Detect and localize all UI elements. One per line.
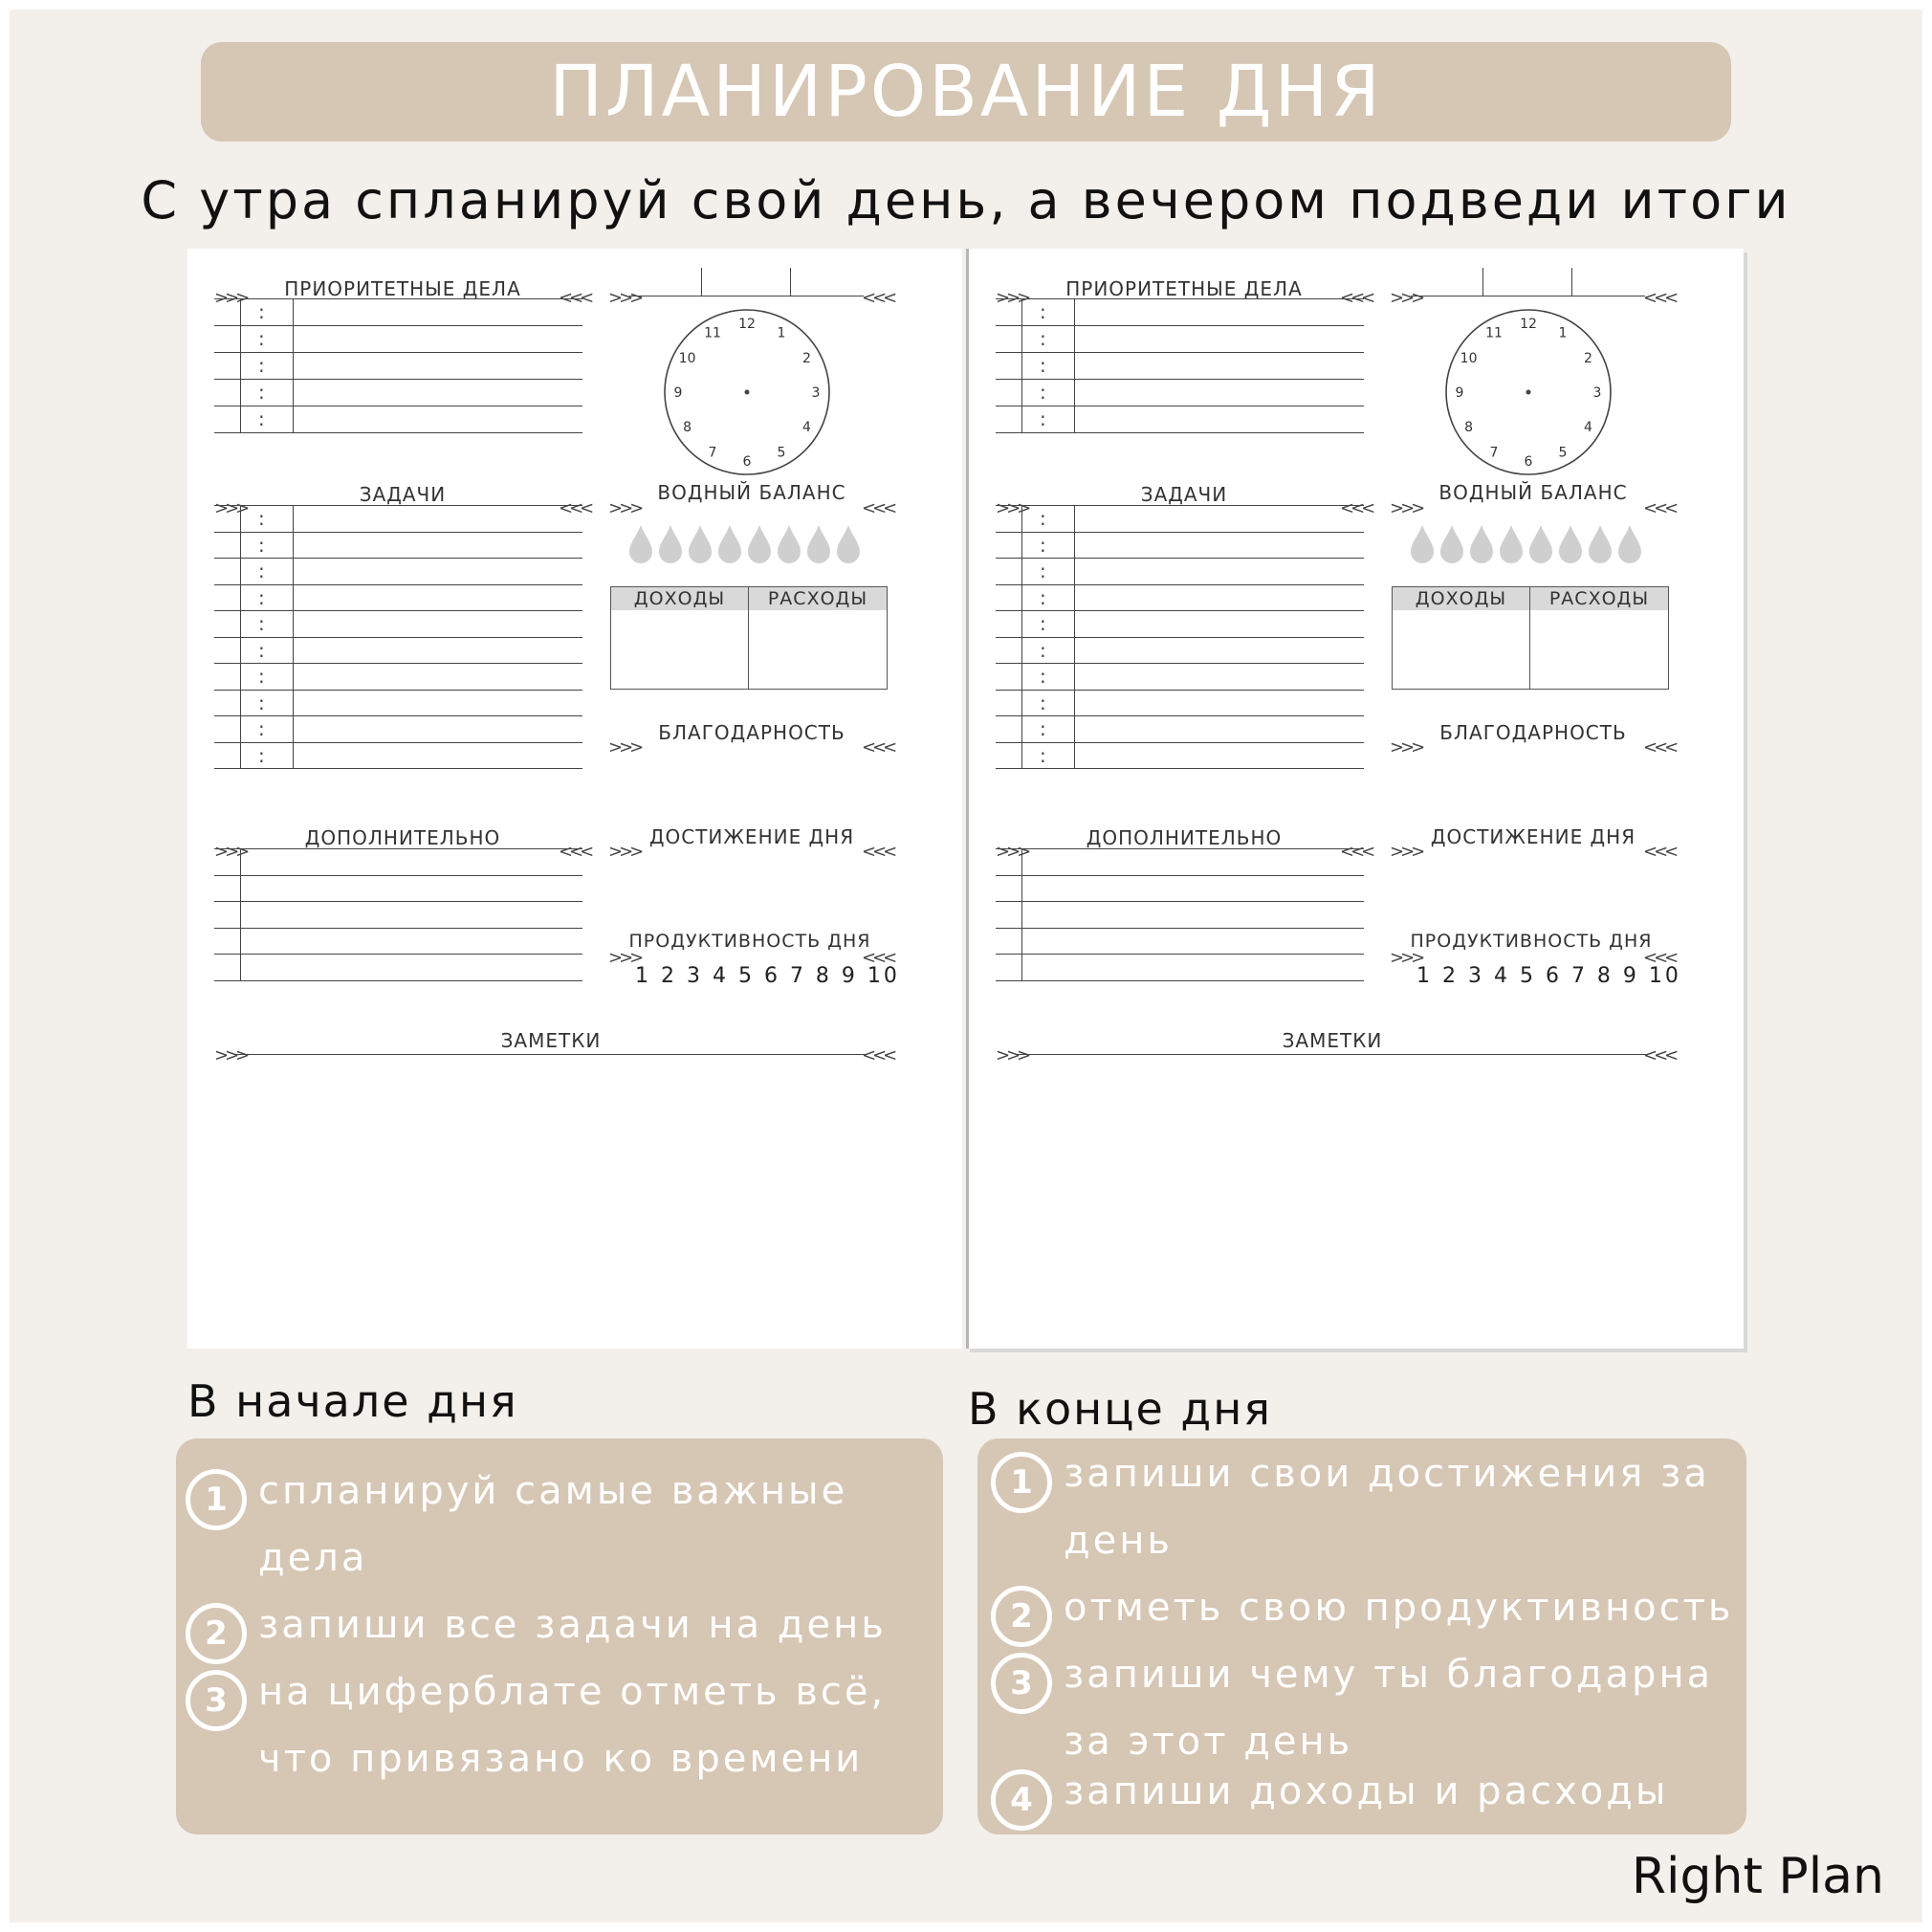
time-colon: : bbox=[1040, 638, 1046, 662]
arrow-icon: <<< bbox=[1643, 948, 1676, 968]
notes-rule bbox=[1017, 1054, 1648, 1055]
ruled-line bbox=[996, 954, 1364, 955]
water-heading: ВОДНЫЙ БАЛАНС bbox=[1438, 481, 1628, 504]
extra-heading: ДОПОЛНИТЕЛЬНО bbox=[304, 826, 501, 849]
time-colon: : bbox=[1040, 560, 1046, 582]
time-colon: : bbox=[258, 381, 265, 404]
productivity-heading: ПРОДУКТИВНОСТЬ ДНЯ bbox=[628, 931, 871, 952]
arrow-icon: >>> bbox=[214, 842, 247, 862]
clock-number: 8 bbox=[1464, 420, 1474, 435]
planner-page-right bbox=[966, 249, 1744, 1349]
arrow-icon: <<< bbox=[862, 737, 894, 757]
notes-heading: ЗАМЕТКИ bbox=[500, 1029, 602, 1052]
tasks-heading: ЗАДАЧИ bbox=[359, 483, 447, 506]
arrow-icon: >>> bbox=[214, 498, 247, 518]
time-colon: : bbox=[258, 638, 265, 662]
water-drop-icon bbox=[716, 524, 743, 564]
arrow-icon: <<< bbox=[1643, 1045, 1676, 1065]
ruled-line bbox=[214, 505, 582, 506]
ruled-line bbox=[996, 505, 1364, 506]
ruled-line bbox=[214, 298, 582, 299]
arrow-icon: >>> bbox=[608, 498, 641, 518]
table-divider bbox=[1529, 587, 1530, 689]
page-title: ПЛАНИРОВАНИЕ ДНЯ bbox=[549, 51, 1383, 133]
ruled-line bbox=[214, 532, 582, 533]
ruled-line bbox=[996, 663, 1364, 664]
ruled-line bbox=[996, 690, 1364, 691]
water-drop-icon bbox=[1557, 524, 1584, 564]
water-drop-icon bbox=[1527, 524, 1554, 564]
step-number-3: 3 bbox=[186, 1670, 247, 1731]
ruled-line bbox=[996, 875, 1364, 876]
water-drop-icon bbox=[746, 524, 773, 564]
arrow-icon: >>> bbox=[1390, 498, 1422, 518]
ruled-line bbox=[214, 768, 582, 769]
arrow-icon: >>> bbox=[608, 288, 641, 308]
water-drop-icon bbox=[687, 524, 714, 564]
ruled-line bbox=[996, 379, 1364, 380]
time-colon: : bbox=[258, 354, 265, 377]
time-colon: : bbox=[1040, 533, 1046, 557]
ruled-line bbox=[214, 610, 582, 611]
planner-page-left bbox=[187, 249, 962, 1349]
water-drop-icon bbox=[1498, 524, 1525, 564]
ruled-line bbox=[996, 742, 1364, 743]
clock-number: 12 bbox=[738, 317, 756, 332]
margin-line bbox=[240, 298, 241, 432]
time-colon: : bbox=[1040, 612, 1046, 635]
arrow-icon: <<< bbox=[862, 1045, 894, 1065]
achievement-heading: ДОСТИЖЕНИЕ ДНЯ bbox=[648, 825, 855, 848]
ruled-line bbox=[996, 432, 1364, 433]
ruled-line bbox=[996, 768, 1364, 769]
step-number-1: 1 bbox=[186, 1469, 247, 1530]
start-of-day-heading: В начале дня bbox=[187, 1375, 518, 1427]
clock-number: 10 bbox=[678, 351, 696, 366]
clock-number: 6 bbox=[742, 454, 752, 470]
ruled-line bbox=[214, 848, 582, 849]
clock-number: 9 bbox=[1455, 385, 1464, 401]
step-number-4: 4 bbox=[991, 1769, 1052, 1831]
clock-number: 6 bbox=[1524, 454, 1533, 470]
clock-number: 5 bbox=[777, 445, 786, 461]
water-drops bbox=[1409, 524, 1643, 564]
time-colon: : bbox=[258, 300, 265, 323]
time-colon: : bbox=[258, 691, 265, 714]
arrow-icon: >>> bbox=[608, 842, 641, 862]
time-colon: : bbox=[1040, 407, 1046, 430]
water-drop-icon bbox=[1438, 524, 1465, 564]
clock-number: 3 bbox=[1592, 385, 1602, 401]
extra-heading: ДОПОЛНИТЕЛЬНО bbox=[1086, 826, 1283, 849]
priority-heading: ПРИОРИТЕТНЫЕ ДЕЛА bbox=[1065, 277, 1303, 300]
ruled-line bbox=[214, 954, 582, 955]
tasks-heading: ЗАДАЧИ bbox=[1140, 483, 1228, 506]
ruled-line bbox=[996, 298, 1364, 299]
end-of-day-box bbox=[977, 1438, 1746, 1834]
ruled-line bbox=[996, 558, 1364, 559]
ruled-line bbox=[996, 848, 1364, 849]
clock-number: 7 bbox=[708, 445, 717, 461]
ruled-line bbox=[996, 610, 1364, 611]
clock-number: 4 bbox=[801, 420, 811, 435]
arrow-icon: >>> bbox=[1390, 842, 1422, 862]
productivity-scale: 1 2 3 4 5 6 7 8 9 10 bbox=[635, 964, 900, 988]
clock-icon bbox=[1442, 306, 1614, 478]
arrow-icon: >>> bbox=[996, 1045, 1028, 1065]
water-drop-icon bbox=[1616, 524, 1643, 564]
expenses-header: РАСХОДЫ bbox=[1530, 587, 1668, 610]
ruled-line bbox=[214, 928, 582, 929]
income-expenses-table bbox=[610, 586, 888, 690]
expenses-header: РАСХОДЫ bbox=[749, 587, 887, 610]
margin-line bbox=[1021, 505, 1022, 768]
ruled-line bbox=[996, 928, 1364, 929]
margin-line bbox=[1021, 298, 1022, 432]
time-tick bbox=[1482, 268, 1483, 296]
time-colon: : bbox=[258, 717, 265, 740]
ruled-line bbox=[214, 325, 582, 326]
time-colon: : bbox=[258, 612, 265, 635]
start-step-3: на циферблате отметь всё, что привязано ко времени bbox=[258, 1670, 887, 1781]
arrow-icon: >>> bbox=[1390, 288, 1422, 308]
ruled-line bbox=[214, 584, 582, 585]
clock-number: 3 bbox=[811, 385, 821, 401]
clock-number: 8 bbox=[683, 420, 692, 435]
step-number-1: 1 bbox=[991, 1452, 1052, 1513]
productivity-heading: ПРОДУКТИВНОСТЬ ДНЯ bbox=[1410, 931, 1653, 952]
step-number-2: 2 bbox=[991, 1586, 1052, 1647]
margin-line bbox=[240, 505, 241, 768]
arrow-icon: <<< bbox=[559, 842, 591, 862]
arrow-icon: >>> bbox=[608, 948, 641, 968]
achievement-heading: ДОСТИЖЕНИЕ ДНЯ bbox=[1430, 825, 1636, 848]
time-colon: : bbox=[1040, 300, 1046, 323]
income-expenses-table bbox=[1392, 586, 1669, 690]
arrow-icon: >>> bbox=[1390, 737, 1422, 757]
ruled-line bbox=[214, 637, 582, 638]
water-drop-icon bbox=[1468, 524, 1495, 564]
ruled-line bbox=[996, 980, 1364, 981]
clock-number: 5 bbox=[1558, 445, 1568, 461]
clock-number: 4 bbox=[1583, 420, 1592, 435]
start-step-2: запиши все задачи на день bbox=[258, 1603, 887, 1647]
margin-line bbox=[1074, 298, 1075, 432]
brand-logo-text: Right Plan bbox=[1631, 1848, 1884, 1905]
time-colon: : bbox=[258, 585, 265, 609]
ruled-line bbox=[214, 875, 582, 876]
arrow-icon: <<< bbox=[862, 948, 894, 968]
income-header: ДОХОДЫ bbox=[611, 587, 749, 610]
end-step-4: запиши доходы и расходы bbox=[1064, 1769, 1669, 1813]
step-number-2: 2 bbox=[186, 1603, 247, 1664]
time-colon: : bbox=[258, 560, 265, 582]
time-colon: : bbox=[1040, 354, 1046, 377]
arrow-icon: <<< bbox=[1340, 288, 1372, 308]
margin-line bbox=[293, 505, 294, 768]
priority-heading: ПРИОРИТЕТНЫЕ ДЕЛА bbox=[284, 277, 521, 300]
time-tick bbox=[701, 268, 702, 296]
gratitude-heading: БЛАГОДАРНОСТЬ bbox=[1439, 721, 1627, 744]
clock-icon bbox=[661, 306, 833, 478]
income-header: ДОХОДЫ bbox=[1393, 587, 1530, 610]
arrow-icon: <<< bbox=[862, 498, 894, 518]
arrow-icon: >>> bbox=[996, 498, 1028, 518]
time-colon: : bbox=[1040, 717, 1046, 740]
water-drop-icon bbox=[805, 524, 832, 564]
time-colon: : bbox=[258, 507, 265, 530]
time-colon: : bbox=[258, 407, 265, 430]
clock-face bbox=[661, 306, 833, 478]
time-colon: : bbox=[1040, 691, 1046, 714]
arrow-icon: <<< bbox=[1643, 737, 1676, 757]
ruled-line bbox=[214, 432, 582, 433]
clock-number: 1 bbox=[777, 325, 786, 341]
water-heading: ВОДНЫЙ БАЛАНС bbox=[657, 481, 846, 504]
arrow-icon: <<< bbox=[1340, 842, 1372, 862]
margin-line bbox=[293, 298, 294, 432]
arrow-icon: <<< bbox=[1340, 498, 1372, 518]
end-of-day-heading: В конце дня bbox=[968, 1383, 1272, 1435]
time-colon: : bbox=[1040, 327, 1046, 350]
ruled-line bbox=[214, 663, 582, 664]
arrow-icon: >>> bbox=[996, 288, 1028, 308]
ruled-line bbox=[996, 352, 1364, 353]
water-drop-icon bbox=[835, 524, 862, 564]
step-number-3: 3 bbox=[991, 1653, 1052, 1714]
end-step-2: отметь свою продуктивность bbox=[1064, 1586, 1734, 1630]
time-colon: : bbox=[258, 743, 265, 767]
arrow-icon: >>> bbox=[608, 737, 641, 757]
end-step-3: запиши чему ты благодарна за этот день bbox=[1064, 1653, 1714, 1764]
table-divider bbox=[748, 587, 749, 689]
ruled-line bbox=[996, 325, 1364, 326]
time-colon: : bbox=[1040, 585, 1046, 609]
arrow-icon: <<< bbox=[1643, 288, 1676, 308]
water-drop-icon bbox=[1409, 524, 1436, 564]
clock-number: 11 bbox=[704, 325, 721, 341]
clock-number: 10 bbox=[1460, 351, 1478, 366]
ruled-line bbox=[214, 715, 582, 716]
arrow-icon: >>> bbox=[214, 288, 247, 308]
ruled-line bbox=[996, 715, 1364, 716]
time-colon: : bbox=[258, 665, 265, 688]
subtitle: С утра спланируй свой день, а вечером подведи итоги bbox=[141, 170, 1791, 231]
ruled-line bbox=[214, 742, 582, 743]
water-drops bbox=[627, 524, 862, 564]
ruled-line bbox=[214, 379, 582, 380]
water-drop-icon bbox=[657, 524, 684, 564]
time-tick bbox=[1571, 268, 1572, 296]
arrow-icon: <<< bbox=[559, 498, 591, 518]
clock-number: 11 bbox=[1485, 325, 1503, 341]
ruled-line bbox=[996, 532, 1364, 533]
ruled-line bbox=[214, 352, 582, 353]
water-drop-icon bbox=[627, 524, 654, 564]
ruled-line bbox=[996, 584, 1364, 585]
productivity-scale: 1 2 3 4 5 6 7 8 9 10 bbox=[1416, 964, 1681, 988]
margin-line bbox=[1074, 505, 1075, 768]
margin-line bbox=[240, 848, 241, 980]
arrow-icon: <<< bbox=[862, 288, 894, 308]
clock-number: 1 bbox=[1558, 325, 1568, 341]
start-of-day-box bbox=[176, 1438, 943, 1834]
arrow-icon: <<< bbox=[1643, 498, 1676, 518]
time-colon: : bbox=[1040, 743, 1046, 767]
start-step-1: спланируй самые важные дела bbox=[258, 1469, 848, 1580]
ruled-line bbox=[214, 901, 582, 902]
arrow-icon: <<< bbox=[862, 842, 894, 862]
arrow-icon: >>> bbox=[996, 842, 1028, 862]
gratitude-heading: БЛАГОДАРНОСТЬ bbox=[658, 721, 845, 744]
page-title-banner bbox=[201, 42, 1731, 142]
clock-number: 9 bbox=[673, 385, 683, 401]
arrow-icon: <<< bbox=[1643, 842, 1676, 862]
notes-heading: ЗАМЕТКИ bbox=[1282, 1029, 1383, 1052]
end-step-1: запиши свои достижения за день bbox=[1064, 1452, 1710, 1563]
arrow-icon: >>> bbox=[214, 1045, 247, 1065]
arrow-icon: >>> bbox=[1390, 948, 1422, 968]
clock-number: 2 bbox=[801, 351, 811, 366]
clock-number: 12 bbox=[1520, 317, 1537, 332]
arrow-icon: <<< bbox=[559, 288, 591, 308]
time-colon: : bbox=[1040, 665, 1046, 688]
water-drop-icon bbox=[776, 524, 802, 564]
clock-number: 7 bbox=[1489, 445, 1499, 461]
water-drop-icon bbox=[1587, 524, 1614, 564]
time-colon: : bbox=[258, 533, 265, 557]
time-colon: : bbox=[1040, 507, 1046, 530]
time-colon: : bbox=[258, 327, 265, 350]
ruled-line bbox=[214, 558, 582, 559]
margin-line bbox=[1021, 848, 1022, 980]
clock-number: 2 bbox=[1583, 351, 1592, 366]
ruled-line bbox=[996, 901, 1364, 902]
notes-rule bbox=[235, 1054, 867, 1055]
ruled-line bbox=[214, 980, 582, 981]
ruled-line bbox=[214, 690, 582, 691]
time-colon: : bbox=[1040, 381, 1046, 404]
ruled-line bbox=[996, 637, 1364, 638]
clock-face bbox=[1442, 306, 1614, 478]
time-tick bbox=[790, 268, 791, 296]
